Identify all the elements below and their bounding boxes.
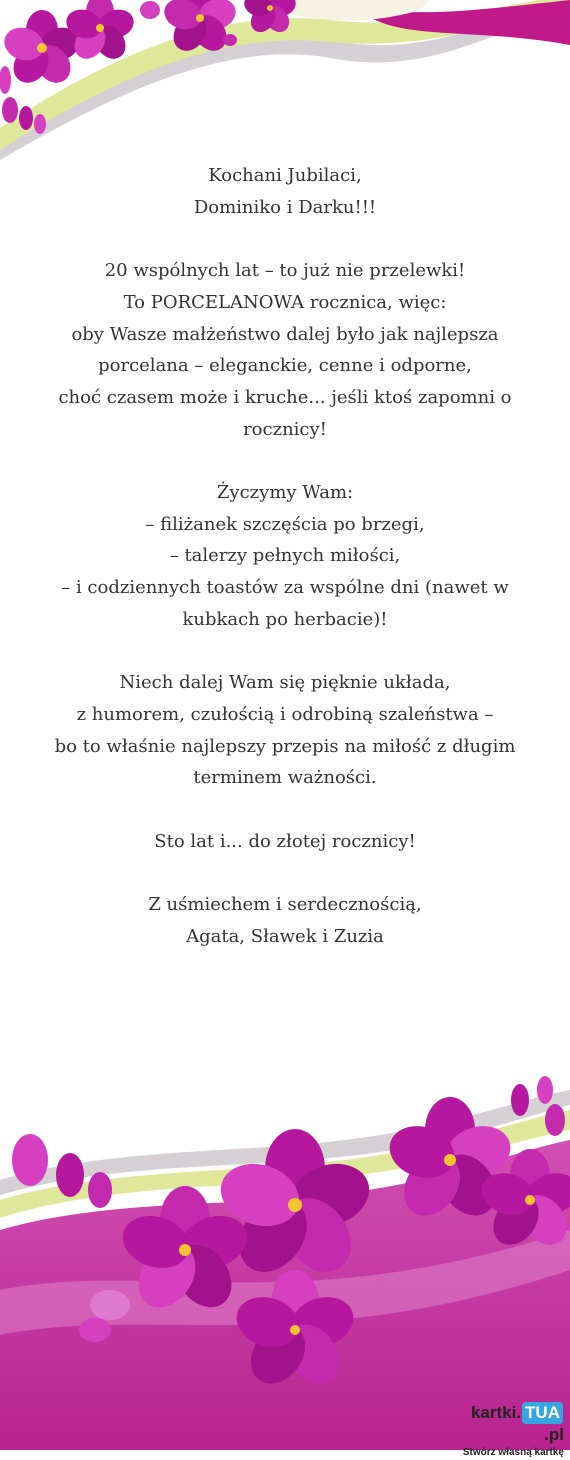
message-line: Niech dalej Wam się pięknie układa, <box>119 672 451 694</box>
greeting-message <box>20 160 550 953</box>
message-line: Dominiko i Darku!!! <box>193 196 377 218</box>
message-line: – i codziennych toastów za wspólne dni (nawet w <box>61 577 509 599</box>
message-gap <box>20 223 550 255</box>
flower-decoration-top <box>0 0 570 160</box>
brand-tagline: Stwórz własną kartkę <box>462 1447 564 1458</box>
message-gap <box>20 794 550 826</box>
flower-decoration-bottom <box>0 1060 570 1450</box>
message-line: Z uśmiechem i serdecznością, <box>148 894 422 916</box>
message-line: 20 wspólnych lat – to już nie przelewki! <box>104 260 466 282</box>
message-line: choć czasem może i kruche... jeśli ktoś zapomni o <box>58 386 512 408</box>
message-gap <box>20 636 550 668</box>
message-line: z humorem, czułością i odrobiną szaleństwa – <box>76 703 494 725</box>
message-line: Sto lat i... do złotej rocznicy! <box>154 830 416 852</box>
message-gap <box>20 445 550 477</box>
brand-logo[interactable] <box>452 1402 564 1458</box>
message-line: porcelana – eleganckie, cenne i odporne, <box>98 355 472 377</box>
brand-name-prefix: kartki. <box>470 1403 522 1422</box>
brand-name <box>452 1402 564 1446</box>
message-line: oby Wasze małżeństwo dalej było jak najlepsza <box>71 323 499 345</box>
message-line: – filiżanek szczęścia po brzegi, <box>145 513 425 535</box>
message-line: terminem ważności. <box>193 767 377 789</box>
message-line: To PORCELANOWA rocznica, więc: <box>123 291 447 313</box>
message-line: kubkach po herbacie)! <box>182 608 388 630</box>
message-line: Agata, Sławek i Zuzia <box>186 925 384 947</box>
message-gap <box>20 857 550 889</box>
message-line: Życzymy Wam: <box>216 482 354 503</box>
brand-name-suffix: .pl <box>544 1425 564 1444</box>
message-line: Kochani Jubilaci, <box>208 165 362 186</box>
message-line: rocznicy! <box>243 418 327 440</box>
brand-name-highlight: TUA <box>522 1402 563 1424</box>
message-line: – talerzy pełnych miłości, <box>169 545 401 567</box>
lilac-flower <box>63 0 138 65</box>
message-line: bo to właśnie najlepszy przepis na miłość z długim <box>54 735 516 757</box>
